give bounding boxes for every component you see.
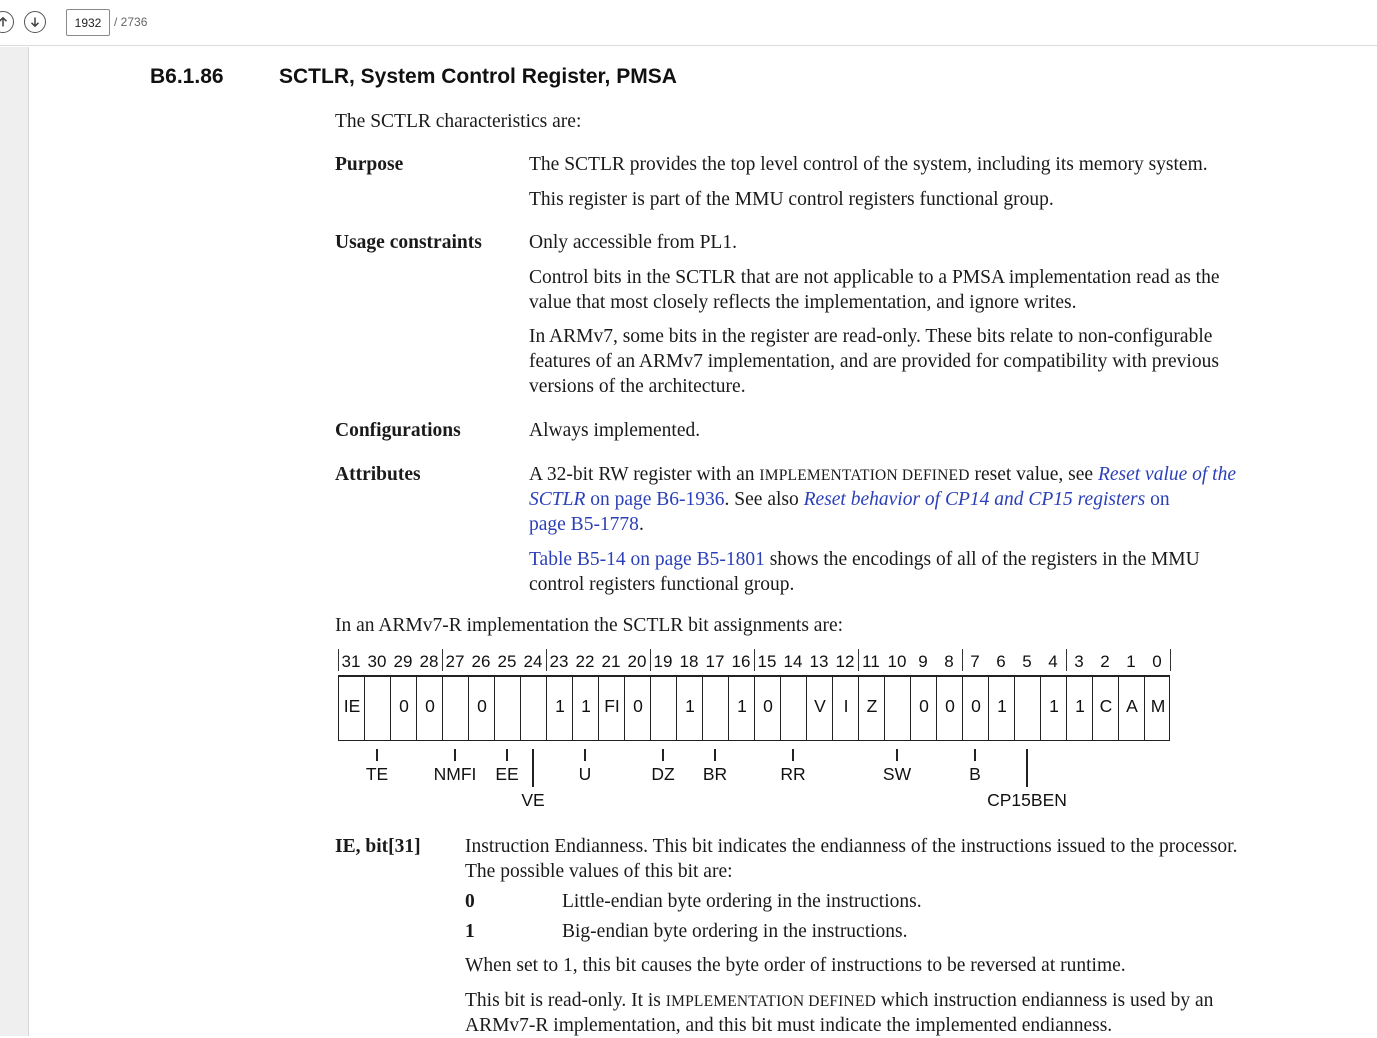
purpose-label: Purpose: [335, 154, 404, 175]
bit-7-value: 0: [971, 696, 981, 716]
cell-separator: [728, 677, 729, 740]
usage-text-2b: value that most closely reflects the implementation, and ignore writes.: [529, 292, 1077, 313]
attributes-line-5: control registers functional group.: [529, 574, 795, 595]
bit-number-19: 19: [653, 652, 673, 671]
usage-text-2a: Control bits in the SCTLR that are not applicable to a PMSA implementation read as the: [529, 267, 1220, 288]
cell-separator: [1014, 677, 1015, 740]
bit-number-31: 31: [341, 652, 361, 671]
configurations-label: Configurations: [335, 420, 461, 441]
bit-29-value: 0: [399, 696, 409, 716]
cell-separator: [546, 677, 547, 740]
cell-separator: [1092, 677, 1093, 740]
field-label-te: TE: [365, 764, 389, 784]
bit-number-13: 13: [809, 652, 829, 671]
usage-text-1: Only accessible from PL1.: [529, 232, 737, 253]
bit-3-value: 1: [1075, 696, 1085, 716]
bit-number-25: 25: [497, 652, 517, 671]
pointer-br: [714, 749, 715, 761]
bit-28-value: 0: [425, 696, 435, 716]
viewer-gutter: [0, 47, 29, 1036]
cell-separator: [468, 677, 469, 740]
cell-separator: [1066, 677, 1067, 740]
reset-value-link[interactable]: Reset value of the: [1097, 464, 1237, 485]
bit-number-26: 26: [471, 652, 491, 671]
bit-number-30: 30: [367, 652, 387, 671]
page-b6-1936-link[interactable]: on page B6-1936: [585, 489, 725, 510]
cell-separator: [1040, 677, 1041, 740]
bit-number-10: 10: [887, 652, 907, 671]
bit-6-value: 1: [997, 696, 1007, 716]
bit-number-8: 8: [944, 652, 954, 671]
pointer-dz: [662, 749, 663, 761]
bit-1-value: A: [1126, 696, 1138, 716]
bit-18-value: 1: [685, 696, 695, 716]
field-label-nmfi: NMFI: [433, 764, 477, 784]
bit-number-21: 21: [601, 652, 621, 671]
ie-text-2: The possible values of this bit are:: [465, 861, 733, 882]
cell-separator: [520, 677, 521, 740]
bit-number-9: 9: [918, 652, 928, 671]
section-title: SCTLR, System Control Register, PMSA: [279, 65, 677, 88]
field-label-sw: SW: [882, 764, 912, 784]
bit-number-7: 7: [970, 652, 980, 671]
cell-separator: [416, 677, 417, 740]
bit-0-value: M: [1150, 696, 1166, 716]
cell-separator: [780, 677, 781, 740]
bit-number-22: 22: [575, 652, 595, 671]
bit-8-value: 0: [945, 696, 955, 716]
attributes-label: Attributes: [335, 464, 421, 485]
cell-separator: [390, 677, 391, 740]
ie-text-4: [465, 988, 1213, 1014]
ie-text-5: ARMv7-R implementation, and this bit must indicate the implemented endianness.: [465, 1015, 1113, 1036]
field-label-cp15ben: CP15BEN: [987, 790, 1067, 810]
bit-4-value: 1: [1049, 696, 1059, 716]
bit-boundary-tick: [338, 649, 339, 671]
page-number-input[interactable]: [66, 9, 110, 36]
table-b5-14-link[interactable]: Table B5-14 on page B5-1801: [529, 549, 765, 570]
cell-separator: [650, 677, 651, 740]
pointer-ee: [506, 749, 507, 761]
bit-16-value: 1: [737, 696, 747, 716]
bit-11-value: Z: [866, 696, 878, 716]
field-label-ee: EE: [495, 764, 519, 784]
bit-number-24: 24: [523, 652, 543, 671]
attributes-text-d: .: [638, 514, 644, 535]
bit-23-value: 1: [555, 696, 565, 716]
impl-defined-smallcaps: IMPLEMENTATION DEFINED: [759, 467, 970, 484]
ie-text-4a: This bit is read-only. It is: [465, 990, 666, 1011]
ie-impl-defined-smallcaps: IMPLEMENTATION DEFINED: [665, 993, 877, 1010]
bit-number-1: 1: [1126, 652, 1136, 671]
ie-value-1-desc: Big-endian byte ordering in the instructions.: [562, 921, 908, 942]
section-number: B6.1.86: [150, 65, 224, 88]
register-box: [338, 675, 1170, 741]
attributes-line-4: [529, 547, 1200, 572]
cell-separator: [1118, 677, 1119, 740]
bit-number-6: 6: [996, 652, 1006, 671]
cell-separator: [806, 677, 807, 740]
intro-text: The SCTLR characteristics are:: [335, 111, 582, 132]
cell-separator: [442, 677, 443, 740]
usage-text-3a: In ARMv7, some bits in the register are read-only. These bits relate to non-configurable: [529, 326, 1213, 347]
bit-number-27: 27: [445, 652, 465, 671]
pointer-cp15ben: [1026, 749, 1027, 787]
bit-26-value: 0: [477, 696, 487, 716]
bit-22-value: 1: [581, 696, 591, 716]
cell-separator: [676, 677, 677, 740]
bit-number-15: 15: [757, 652, 777, 671]
bit-number-4: 4: [1048, 652, 1058, 671]
attributes-text-e: shows the encodings of all of the registers in the MMU: [764, 549, 1200, 570]
pointer-ve: [532, 749, 533, 787]
cell-separator: [624, 677, 625, 740]
bit-number-28: 28: [419, 652, 439, 671]
pointer-nmfi: [454, 749, 455, 761]
bit-number-3: 3: [1074, 652, 1084, 671]
on-link[interactable]: on: [1145, 489, 1170, 510]
bit-number-5: 5: [1022, 652, 1032, 671]
pointer-rr: [792, 749, 793, 761]
bit-31-value: IE: [343, 696, 361, 716]
bit-15-value: 0: [763, 696, 773, 716]
bit-20-value: 0: [633, 696, 643, 716]
ie-text-3: When set to 1, this bit causes the byte order of instructions to be reversed at runtime.: [465, 955, 1126, 976]
next-page-button[interactable]: [24, 11, 46, 33]
cell-separator: [832, 677, 833, 740]
page-b5-1778-link[interactable]: page B5-1778: [529, 514, 639, 535]
reset-behavior-link[interactable]: Reset behavior of CP14 and CP15 registers: [803, 489, 1146, 510]
ie-text-1: Instruction Endianness. This bit indicates the endianness of the instructions issued to the processor.: [465, 836, 1238, 857]
bit-number-14: 14: [783, 652, 803, 671]
bit-number-29: 29: [393, 652, 413, 671]
cell-separator: [494, 677, 495, 740]
bit-number-0: 0: [1152, 652, 1162, 671]
pdf-toolbar: [0, 0, 1377, 46]
bit-21-value: FI: [604, 696, 620, 716]
bit-number-2: 2: [1100, 652, 1110, 671]
bit-number-11: 11: [862, 652, 880, 671]
ie-text-4b: which instruction endianness is used by an: [876, 990, 1214, 1011]
bit-boundary-tick: [442, 649, 443, 671]
previous-page-button[interactable]: [0, 11, 14, 33]
cell-separator: [572, 677, 573, 740]
ie-value-0-desc: Little-endian byte ordering in the instructions.: [562, 891, 922, 912]
attributes-text-a: A 32-bit RW register with an: [529, 464, 760, 485]
field-label-ve: VE: [521, 790, 545, 810]
cell-separator: [884, 677, 885, 740]
bit-12-value: I: [843, 696, 849, 716]
usage-text-3c: versions of the architecture.: [529, 376, 746, 397]
attributes-line-3: [529, 512, 644, 537]
bit-13-value: V: [814, 696, 826, 716]
bit-number-20: 20: [627, 652, 647, 671]
bit-boundary-tick: [858, 649, 859, 671]
register-bit-diagram: [335, 649, 1215, 819]
cell-separator: [910, 677, 911, 740]
bit-boundary-tick: [546, 649, 547, 671]
cell-separator: [1144, 677, 1145, 740]
arrow-up-circle-icon: [0, 16, 9, 28]
bit-boundary-tick: [1170, 649, 1171, 671]
ie-bit-label: IE, bit[31]: [335, 836, 421, 857]
bit-boundary-tick: [1066, 649, 1067, 671]
arrow-down-circle-icon: [29, 16, 41, 28]
bit-boundary-tick: [650, 649, 651, 671]
purpose-text-2: This register is part of the MMU control registers functional group.: [529, 189, 1054, 210]
pointer-sw: [896, 749, 897, 761]
attributes-line-2: [529, 487, 1170, 512]
ie-value-0-key: 0: [465, 891, 475, 912]
page-total: / 2736: [114, 15, 148, 29]
pointer-te: [376, 749, 377, 761]
bit-9-value: 0: [919, 696, 929, 716]
bit-number-12: 12: [835, 652, 855, 671]
usage-text-3b: features of an ARMv7 implementation, and are provided for compatibility with previous: [529, 351, 1219, 372]
bit-assignment-intro: In an ARMv7-R implementation the SCTLR bit assignments are:: [335, 615, 844, 636]
attributes-text-b: reset value, see: [969, 464, 1098, 485]
purpose-text-1: The SCTLR provides the top level control of the system, including its memory system.: [529, 154, 1208, 175]
bit-number-18: 18: [679, 652, 699, 671]
bit-boundary-tick: [754, 649, 755, 671]
bit-2-value: C: [1099, 696, 1113, 716]
usage-label: Usage constraints: [335, 232, 482, 253]
field-label-rr: RR: [780, 764, 806, 784]
cell-separator: [988, 677, 989, 740]
field-label-b: B: [969, 764, 981, 784]
pointer-u: [584, 749, 585, 761]
bit-number-23: 23: [549, 652, 569, 671]
document-page: [30, 47, 1377, 1036]
ie-value-1-key: 1: [465, 921, 475, 942]
bit-boundary-tick: [962, 649, 963, 671]
sctlr-link[interactable]: SCTLR: [529, 489, 586, 510]
field-label-dz: DZ: [651, 764, 675, 784]
cell-separator: [858, 677, 859, 740]
bit-number-16: 16: [731, 652, 751, 671]
cell-separator: [962, 677, 963, 740]
attributes-line-1: [529, 462, 1236, 488]
attributes-text-c: . See also: [724, 489, 804, 510]
cell-separator: [598, 677, 599, 740]
cell-separator: [364, 677, 365, 740]
field-label-u: U: [578, 764, 592, 784]
cell-separator: [754, 677, 755, 740]
pointer-b: [974, 749, 975, 761]
cell-separator: [702, 677, 703, 740]
field-label-br: BR: [702, 764, 728, 784]
bit-number-17: 17: [705, 652, 725, 671]
configurations-text: Always implemented.: [529, 420, 701, 441]
cell-separator: [936, 677, 937, 740]
